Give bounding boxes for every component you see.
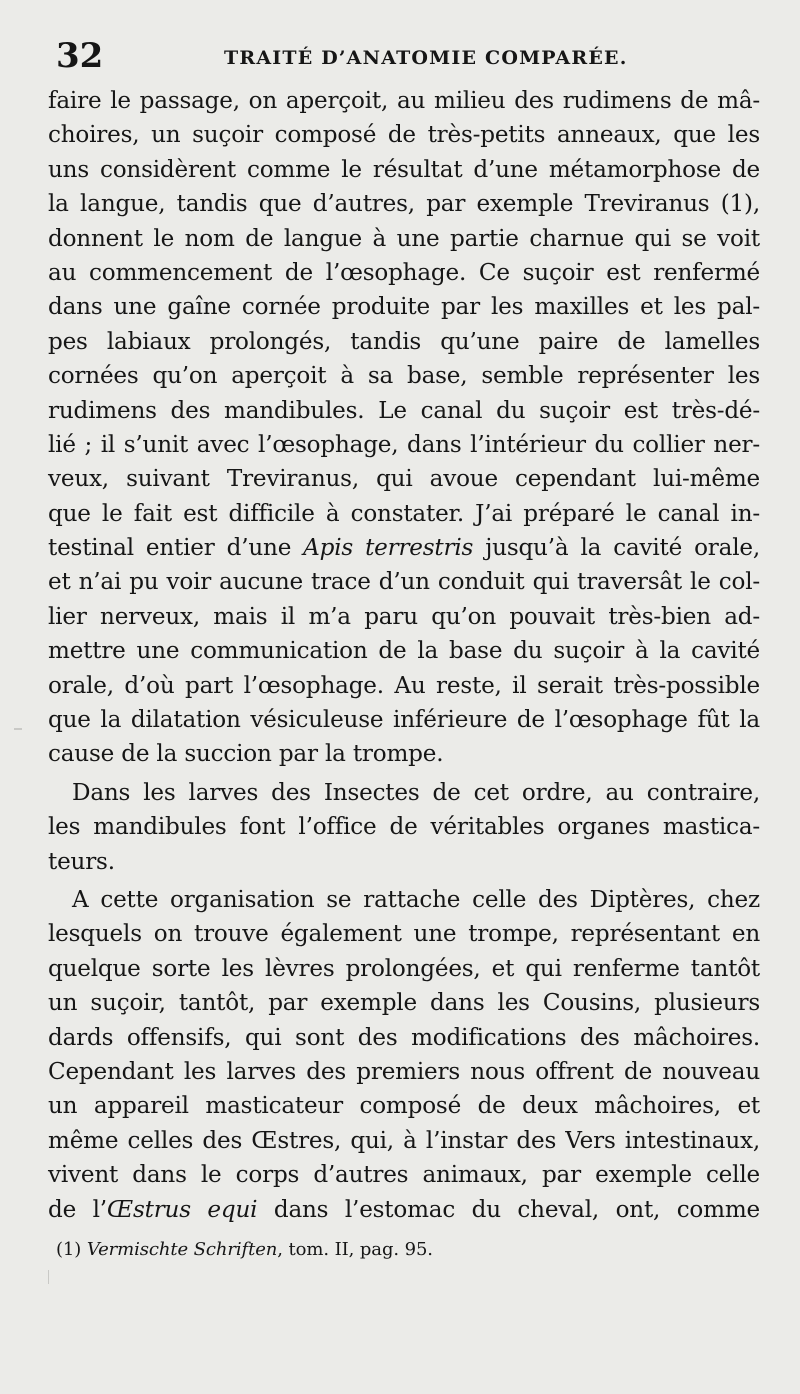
footnote-reference: , tom. II, pag. 95. (277, 1239, 433, 1260)
text-line: que la dilatation vésiculeuse inférieure de l’œsophage fût la (48, 707, 760, 734)
footnote-number: (1) (56, 1239, 82, 1260)
text-line: lier nerveux, mais il m’a paru qu’on pouvait très-bien ad- (48, 603, 760, 630)
text-line: vivent dans le corps d’autres animaux, par exemple celle (48, 1162, 760, 1189)
text-line: Dans les larves des Insectes de cet ordre, au contraire, (72, 779, 760, 806)
text-run: jusqu’à la cavité orale, (473, 535, 761, 562)
text-line: rudimens des mandibules. Le canal du suçoir est très-dé- (48, 397, 760, 424)
text-line (48, 531, 760, 565)
text-line: que le fait est difficile à constater. J’ai préparé le canal in- (48, 500, 760, 527)
text-line: dans une gaîne cornée produite par les maxilles et les pal- (48, 294, 760, 321)
text-line: mettre une communication de la base du suçoir à la cavité (48, 638, 760, 665)
text-line (48, 1193, 760, 1227)
text-run: dans l’estomac du cheval, ont, comme (257, 1196, 760, 1223)
text-line: et n’ai pu voir aucune trace d’un conduit qui traversât le col- (48, 569, 760, 596)
text-line: la langue, tandis que d’autres, par exemple Treviranus (1), (48, 191, 760, 218)
text-line: faire le passage, on aperçoit, au milieu des rudimens de mâ- (48, 88, 760, 114)
text-line: lié ; il s’unit avec l’œsophage, dans l’intérieur du collier ner- (48, 431, 760, 458)
species-name: Apis terrestris (303, 535, 474, 562)
text-run: de l’ (48, 1196, 107, 1223)
text-line: pes labiaux prolongés, tandis qu’une paire de lamelles (48, 328, 760, 355)
scan-mark (14, 728, 22, 730)
text-line: les mandibules font l’office de véritables organes mastica- (48, 814, 760, 841)
text-line: un appareil masticateur composé de deux mâchoires, et (48, 1093, 760, 1120)
page-header (52, 36, 760, 76)
species-name: Œstrus equi (106, 1196, 258, 1223)
text-line: quelque sorte les lèvres prolongées, et qui renferme tantôt (48, 955, 760, 982)
scan-mark (48, 1270, 49, 1284)
text-line: lesquels on trouve également une trompe, représentant en (48, 921, 760, 948)
text-line: cornées qu’on aperçoit à sa base, semble représenter les (48, 363, 760, 390)
body-text (48, 84, 760, 1231)
text-line: uns considèrent comme le résultat d’une métamorphose de (48, 156, 760, 183)
footnote (56, 1238, 486, 1262)
text-line: veux, suivant Treviranus, qui avoue cependant lui-même (48, 466, 760, 493)
paragraph-1 (48, 84, 760, 772)
page-number: 32 (56, 36, 104, 76)
text-line: donnent le nom de langue à une partie charnue qui se voit (48, 225, 760, 252)
text-line: au commencement de l’œsophage. Ce suçoir est renfermé (48, 259, 760, 286)
footnote-title: Vermischte Schriften (86, 1239, 278, 1260)
text-line: Cependant les larves des premiers nous offrent de nouveau (48, 1058, 760, 1085)
text-line: teurs. (48, 848, 115, 875)
running-title: TRAITÉ D’ANATOMIE COMPARÉE. (224, 47, 628, 69)
text-run: testinal entier d’une (48, 535, 304, 562)
paragraph-3 (48, 883, 760, 1227)
text-line: choires, un suçoir composé de très-petits anneaux, que les (48, 122, 760, 149)
text-line: A cette organisation se rattache celle des Diptères, chez (72, 886, 760, 913)
text-line: même celles des Œstres, qui, à l’instar des Vers intestinaux, (48, 1127, 760, 1154)
text-line: orale, d’où part l’œsophage. Au reste, il serait très-possible (48, 672, 760, 699)
paragraph-2 (48, 776, 760, 879)
text-line: cause de la succion par la trompe. (48, 741, 444, 768)
text-line: dards offensifs, qui sont des modifications des mâchoires. (48, 1024, 760, 1051)
text-line: un suçoir, tantôt, par exemple dans les Cousins, plusieurs (48, 990, 760, 1017)
